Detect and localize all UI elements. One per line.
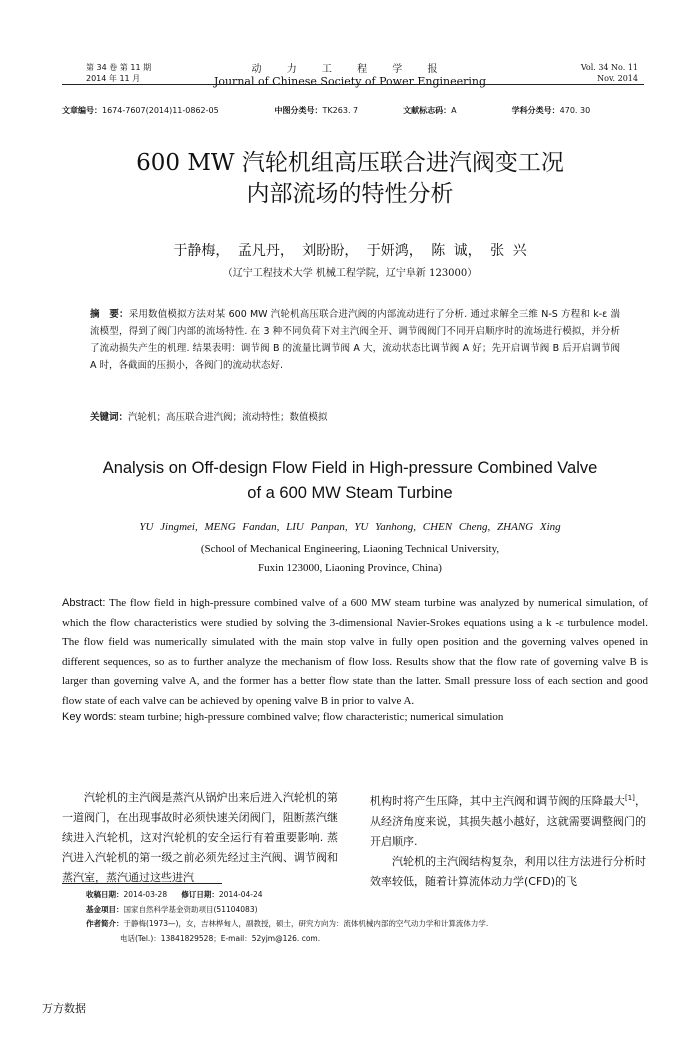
footnote-author: [86, 917, 488, 932]
body-paragraph-continued: [370, 788, 646, 852]
article-no-label: 文章编号：: [62, 106, 102, 115]
keywords-en-text: steam turbine; high-pressure combined valve; flow characteristic; numerical simulation: [119, 711, 504, 723]
title-cn-line1: 600 MW 汽轮机组高压联合进汽阀变工况: [136, 150, 564, 176]
abstract-en: [62, 594, 648, 711]
received-label: 收稿日期：: [86, 890, 124, 899]
date-en: Nov. 2014: [597, 74, 638, 83]
affiliation-en-line1: (School of Mechanical Engineering, Liaoning Technical University,: [200, 543, 500, 555]
abstract-cn: [90, 306, 620, 374]
authors-cn: 于静梅， 孟凡丹， 刘盼盼， 于妍鸿， 陈 诚， 张 兴: [173, 243, 527, 259]
keywords-en-label: Key words:: [62, 711, 117, 723]
journal-name-en: Journal of Chinese Society of Power Engineering: [213, 75, 487, 88]
watermark: 万方数据: [42, 1002, 86, 1015]
footnote-rule: [62, 883, 222, 884]
subject-code: 470. 30: [559, 106, 591, 115]
footnote-fund: [86, 903, 488, 918]
title-en-line2: of a 600 MW Steam Turbine: [247, 484, 453, 502]
clc-label: 中图分类号：: [274, 106, 323, 115]
body-paragraph: 汽轮机的主汽阀结构复杂，利用以往方法进行分析时效率较低，随着计算流体动力学(CFD)的飞: [370, 854, 646, 888]
keywords-cn-text: 汽轮机；高压联合进汽阀；流动特性；数值模拟: [128, 412, 328, 423]
abstract-cn-text: 采用数值模拟方法对某 600 MW 汽轮机高压联合进汽阀的内部流动进行了分析. 通过求解全三维 N-S 方程和 k-ε 湍流模型，得到了阀门内部的流场特性. 在 3 种不同负荷下对主汽阀全开、调节阀阀门不同开启顺序时的流场进行模拟，并分析了流动损失产生的机理. 结果表明：调节阀 B 的流量比调节阀 A 大，流动状态比调节阀 A 好；先开启调节阀 B 后开启调节阀 A 时，各截面的压损小，各阀门的流动状态好.: [90, 309, 620, 371]
footnotes: [86, 888, 488, 946]
header-issue-en: [581, 62, 638, 84]
revised-date: 2014-04-24: [218, 890, 263, 899]
body-column-right: [370, 788, 646, 892]
author-bio-text: 于静梅(1973—)，女，吉林桦甸人，副教授，硕士，研究方向为：流体机械内部的空气动力学和计算流体力学.: [123, 919, 489, 928]
affiliation-en: [0, 540, 700, 578]
subject-label: 学科分类号：: [511, 106, 560, 115]
revised-label: 修订日期：: [181, 890, 219, 899]
date-cn: 2014 年 11 月: [86, 74, 141, 83]
author-bio-label: 作者简介：: [86, 919, 124, 928]
fund-label: 基金项目：: [86, 904, 124, 914]
header-rule: [62, 84, 644, 85]
title-en-line1: Analysis on Off-design Flow Field in High-pressure Combined Valve: [102, 459, 598, 477]
abstract-en-label: Abstract:: [62, 597, 106, 609]
received-date: 2014-03-28: [123, 890, 168, 899]
affiliation-en-line2: Fuxin 123000, Liaoning Province, China): [258, 562, 442, 574]
article-meta: [62, 105, 590, 116]
clc-number: TK263. 7: [322, 106, 359, 115]
footnote-dates: [86, 888, 488, 903]
authors-en: YU Jingmei, MENG Fandan, LIU Panpan, YU Yanhong, CHEN Cheng, ZHANG Xing: [139, 521, 561, 533]
citation-ref[interactable]: [1]: [625, 794, 635, 802]
article-no: 1674-7607(2014)11-0862-05: [102, 106, 219, 115]
body-text: 机构时将产生压降，其中主汽阀和调节阀的压降最大: [370, 794, 625, 808]
body-column-left: [62, 788, 338, 888]
keywords-cn-label: 关键词：: [90, 412, 129, 423]
volume-cn: 第 34 卷 第 11 期: [86, 63, 152, 72]
body-paragraph: 汽轮机的主汽阀是蒸汽从锅炉出来后进入汽轮机的第一道阀门，在出现事故时必须快速关闭阀门，阻断蒸汽继续进入汽轮机，这对汽轮机的安全运行有着重要影响. 蒸汽进入汽轮机的第一级之前必须先经过主汽阀、调节阀和蒸汽室，蒸汽通过这些进汽: [62, 791, 338, 884]
affiliation-cn: （辽宁工程技术大学 机械工程学院，辽宁阜新 123000）: [222, 268, 478, 279]
journal-name-cn: 动 力 工 程 学 报: [251, 64, 449, 75]
volume-en: Vol. 34 No. 11: [580, 63, 638, 72]
keywords-en: [62, 711, 648, 723]
abstract-en-text: The flow field in high-pressure combined valve of a 600 MW steam turbine was analyzed by numerical simulation, of which the flow characteristics were studied by solving the 3-dimensional Navier-Srokes equations using a k -ε turbulence model. The flow field was numerically simulated with the main stop valve in fully open position and the governing valves opened in different sequences, so as to further analyze the mechanism of flow loss. Results show that the flow rate of governing valve B is larger than governing valve A, and the former has a better flow state than the latter. Small pressure loss of each section and good flow state of each valve can be achieved by opening valve B in prior to valve A.: [62, 597, 648, 707]
title-cn-line2: 内部流场的特性分析: [246, 181, 454, 207]
title-en: [0, 456, 700, 506]
title-cn: [0, 148, 700, 210]
body-text: ，从经济角度来说，其损失越小越好，这就需要调整阀门的开启顺序.: [370, 794, 647, 848]
doc-code: A: [451, 106, 457, 115]
footnote-contact: 电话(Tel.)：13841829528；E-mail：52yjm@126. com.: [120, 933, 321, 943]
abstract-cn-label: 摘 要：: [90, 309, 129, 320]
doc-code-label: 文献标志码：: [403, 106, 452, 115]
fund-text: 国家自然科学基金资助项目(51104083): [123, 904, 258, 914]
keywords-cn: [90, 409, 620, 423]
